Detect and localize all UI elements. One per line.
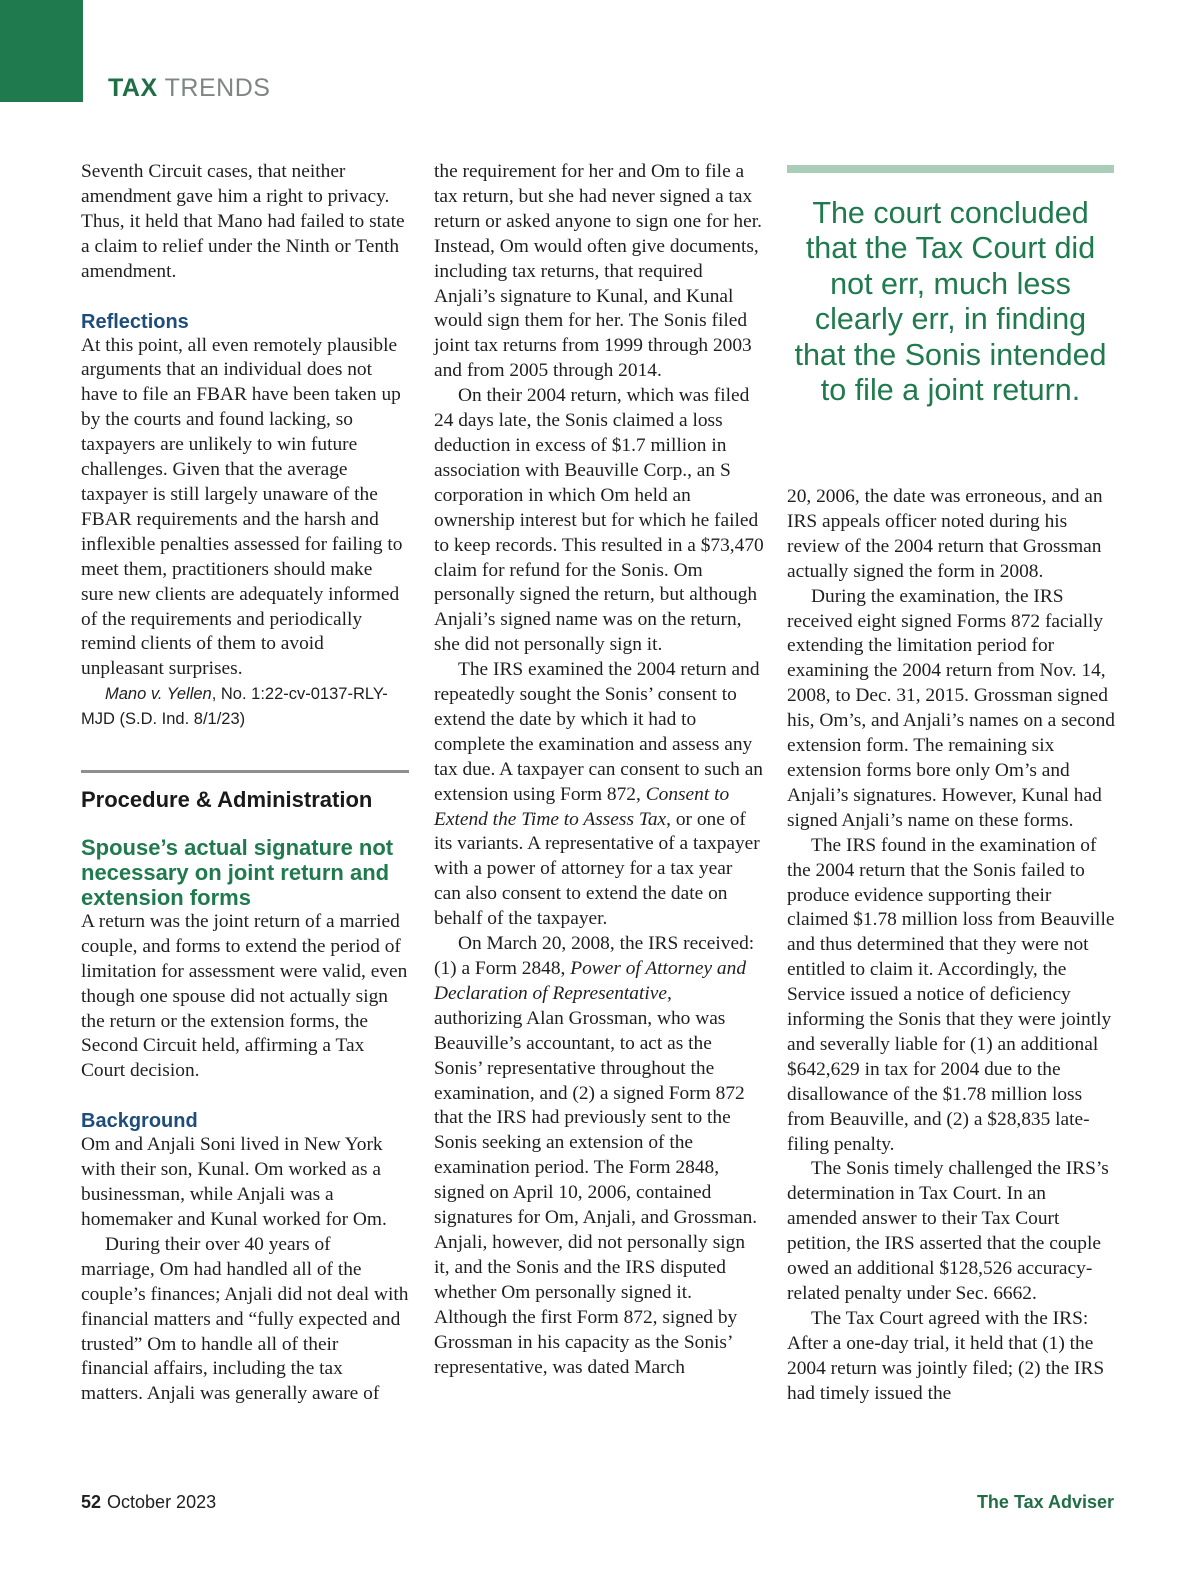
- col2-paragraph-1: the requirement for her and Om to file a tax return, but she had never signed a tax return or asked anyone to sign one for her. Instead, Om would often give documents, including tax returns, that required Anjali’s signature to Kunal, and Kunal would sign them for her. The Sonis filed joint tax returns from 1999 through 2003 and from 2005 through 2014.: [434, 161, 762, 382]
- col3-paragraph-1: 20, 2006, the date was erroneous, and an IRS appeals officer noted during his review of the 2004 return that Grossman actually signed the form in 2008.: [787, 486, 1103, 582]
- section-header: [108, 74, 270, 103]
- section-heading: Procedure & Administration: [81, 787, 373, 813]
- form-2848-title: Power of Attorney and Declaration of Representative,: [434, 958, 747, 1004]
- column-3: [787, 485, 1117, 1407]
- col1-paragraph-5: During their over 40 years of marriage, Om had handled all of the couple’s finances; Anjali did not deal with financial matters and “fully expected and trusted” Om to handle all of their financial affairs, including the tax matters. Anjali was generally aware of: [81, 1233, 409, 1405]
- col1-paragraph-3: A return was the joint return of a married couple, and forms to extend the period of limitation for assessment were valid, even though one spouse did not actually sign the return or the extension forms, the Second Circuit held, affirming a Tax Court decision.: [81, 910, 408, 1082]
- col2-p3-text-b: , or one of its variants. A representative of a taxpayer with a power of attorney for a tax year can also consent to extend the date on behalf of the taxpayer.: [434, 808, 760, 930]
- col3-paragraph-2: During the examination, the IRS received eight signed Forms 872 facially extending the limitation period for examining the 2004 return from Nov. 14, 2008, to Dec. 31, 2015. Grossman signed his, Om’s, and Anjali’s names on a second extension form. The remaining six extension forms bore only Om’s and Anjali’s signatures. However, Kunal had signed Anjali’s name on these forms.: [787, 585, 1115, 831]
- column-2: [434, 160, 764, 1380]
- column-1: [81, 160, 409, 1407]
- col3-paragraph-5: The Tax Court agreed with the IRS: After a one-day trial, it held that (1) the 2004 return was jointly filed; (2) the IRS had timely issued the: [787, 1307, 1105, 1404]
- pullquote-bar: [787, 165, 1114, 173]
- col2-p4-text-b: authorizing Alan Grossman, who was Beauville’s accountant, to act as the Sonis’ representative throughout the examination, and (2) a signed Form 872 that the IRS had previously sent to the Sonis seeking an extension of the examination period. The Form 2848, signed on April 10, 2006, contained signatures for Om, Anjali, and Grossman. Anjali, however, did not personally sign it, and the Sonis and the IRS disputed whether Om personally signed it. Although the first Form 872, signed by Grossman in his capacity as the Sonis’ representative, was dated March: [434, 1007, 758, 1378]
- case-citation: [81, 682, 409, 732]
- publication-name: The Tax Adviser: [976, 1492, 1114, 1512]
- col2-p3-text-a: The IRS examined the 2004 return and repeatedly sought the Sonis’ consent to extend the date by which it had to complete the examination and assess any tax due. A taxpayer can consent to such an extension using Form 872,: [434, 659, 763, 805]
- col1-paragraph-1: Seventh Circuit cases, that neither amendment gave him a right to privacy. Thus, it held that Mano had failed to state a claim to relief under the Ninth or Tenth amendment.: [81, 161, 405, 282]
- corner-color-block: [0, 0, 83, 102]
- form-872-title: Consent to Extend the Time to Assess Tax: [434, 783, 730, 830]
- header-label-bold: TAX: [108, 74, 158, 102]
- page-footer-left: [81, 1492, 216, 1513]
- header-label-light: TRENDS: [164, 74, 271, 102]
- col2-paragraph-4: [434, 932, 764, 1380]
- col2-paragraph-3: [434, 658, 764, 932]
- col1-paragraph-4: Om and Anjali Soni lived in New York with their son, Kunal. Om worked as a businessman, while Anjali was a homemaker and Kunal worked for Om.: [81, 1134, 387, 1230]
- pullquote: The court concluded that the Tax Court did not err, much less clearly err, in finding that the Sonis intended to file a joint return.: [794, 196, 1107, 408]
- col3-paragraph-3: The IRS found in the examination of the 2004 return that the Sonis failed to produce evidence supporting their claimed $1.78 million loss from Beauville and thus determined that they were not entitled to claim it. Accordingly, the Service issued a notice of deficiency informing the Sonis that they were jointly and severally liable for (1) an additional $642,629 in tax for 2004 due to the disallowance of the $1.78 million loss from Beauville, and (2) a $28,835 late-filing penalty.: [787, 834, 1115, 1155]
- col1-paragraph-2: At this point, all even remotely plausible arguments that an individual does not have to file an FBAR have been taken up by the courts and found lacking, so taxpayers are unlikely to win future challenges. Given that the average taxpayer is still largely unaware of the FBAR requirements and the harsh and inflexible penalties assessed for failing to meet them, practitioners should make sure new clients are adequately informed of the requirements and periodically remind clients of them to avoid unpleasant surprises.: [81, 334, 403, 680]
- citation-case-name: Mano v. Yellen: [105, 685, 212, 704]
- page-number: 52: [81, 1492, 102, 1512]
- article-headline: Spouse’s actual signature not necessary on joint return and extension forms: [81, 834, 394, 910]
- background-heading: Background: [81, 1110, 198, 1133]
- citation-details: , No. 1:22-cv-0137-RLY-MJD (S.D. Ind. 8/1/23): [81, 685, 388, 729]
- reflections-heading: Reflections: [81, 310, 189, 333]
- col2-paragraph-2: On their 2004 return, which was filed 24 days late, the Sonis claimed a loss deduction in excess of $1.7 million in association with Beauville Corp., an S corporation in which Om held an ownership interest but for which he failed to keep records. This resulted in a $73,470 claim for refund for the Sonis. Om personally signed the return, but although Anjali’s signed name was on the return, she did not personally sign it.: [434, 385, 764, 656]
- col3-paragraph-4: The Sonis timely challenged the IRS’s determination in Tax Court. In an amended answer to their Tax Court petition, the IRS asserted that the couple owed an additional $128,526 accuracy-related penalty under Sec. 6662.: [787, 1158, 1109, 1304]
- col2-p4-text-a: On March 20, 2008, the IRS received: (1) a Form 2848,: [434, 933, 755, 979]
- issue-date: October 2023: [107, 1492, 217, 1512]
